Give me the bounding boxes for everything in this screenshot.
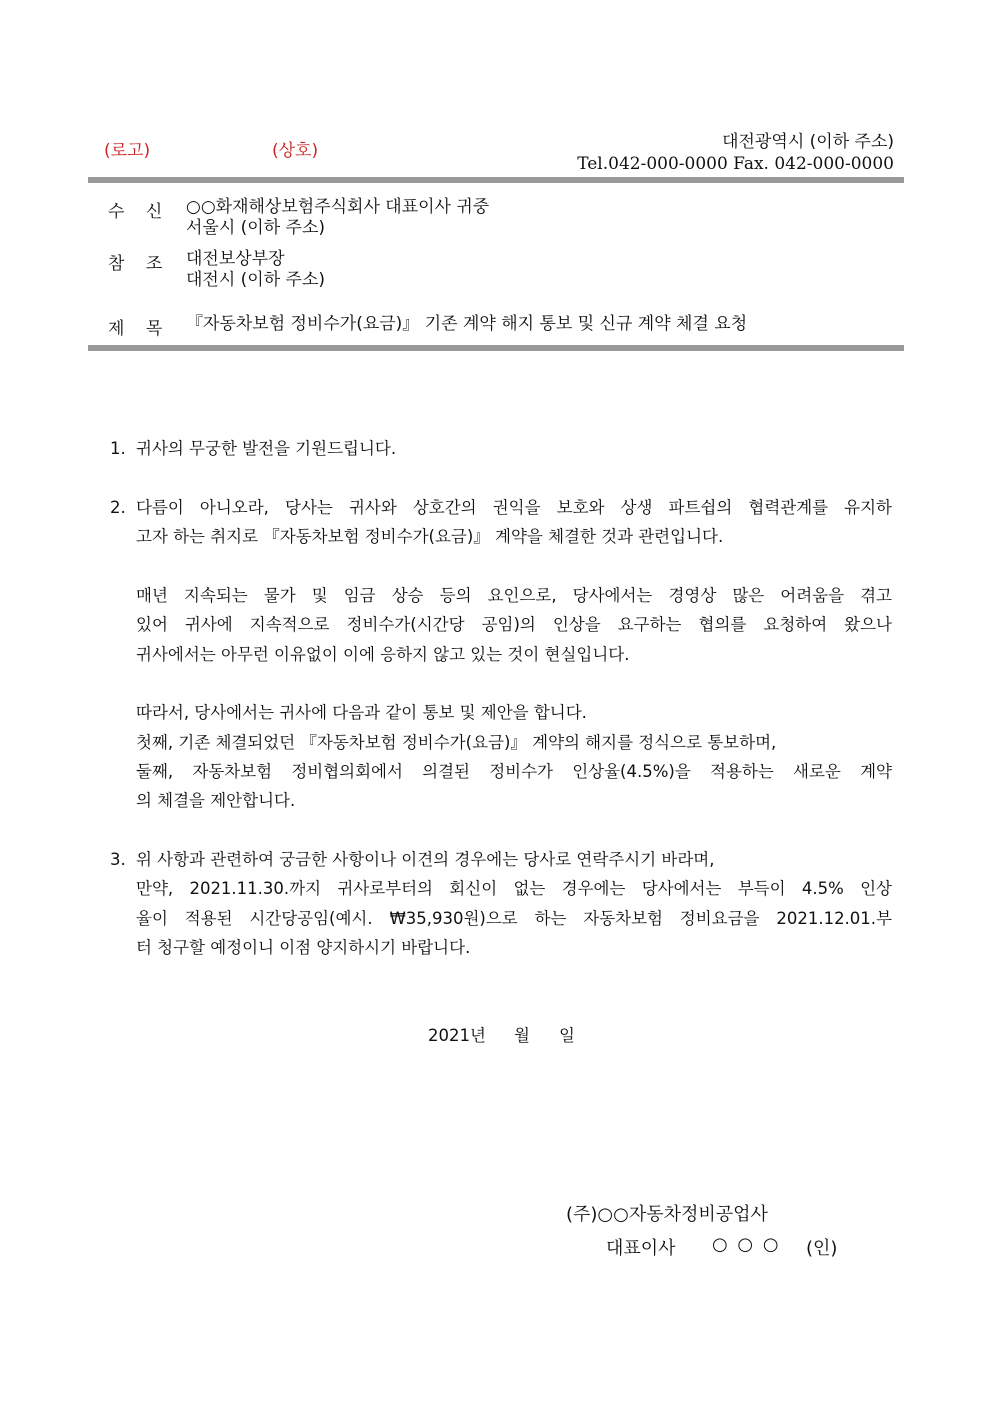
signature-seal: (인) <box>806 1238 838 1259</box>
subject-text: 『자동차보험 정비수가(요금)』 기존 계약 해지 통보 및 신규 계약 체결 요청 <box>186 314 748 334</box>
date-day: 일 <box>559 1026 575 1045</box>
paragraph-2-line-2: 있어 귀사에 지속적으로 정비수가(시간당 공임)의 인상을 요구하는 협의를 요청하여 왔으나 <box>136 615 892 634</box>
logo-placeholder: (로고) <box>104 141 151 161</box>
company-name-placeholder: (상호) <box>272 141 319 161</box>
paragraph-3-line-2: 첫째, 기존 체결되었던 『자동차보험 정비수가(요금)』 계약의 해지를 정식으로 통보하며, <box>136 733 777 752</box>
item-2-number: 2. <box>110 498 126 517</box>
paragraph-3-line-3: 둘째, 자동차보험 정비협의회에서 의결된 정비수가 인상율(4.5%)을 적용하는 새로운 계약 <box>136 762 892 781</box>
letterhead-contact: Tel.042-000-0000 Fax. 042-000-0000 <box>577 154 894 174</box>
item-3-line-2: 만약, 2021.11.30.까지 귀사로부터의 회신이 없는 경우에는 당사에서는 부득이 4.5% 인상 <box>136 879 892 898</box>
item-3-number: 3. <box>110 850 126 869</box>
paragraph-3-line-1: 따라서, 당사에서는 귀사에 다음과 같이 통보 및 제안을 합니다. <box>136 703 587 722</box>
paragraph-2-line-3: 귀사에서는 아무런 이유없이 이에 응하지 않고 있는 것이 현실입니다. <box>136 645 630 664</box>
recipient-address: 서울시 (이하 주소) <box>186 218 326 238</box>
reference-address: 대전시 (이하 주소) <box>186 270 326 290</box>
recipient-name: ○○화재해상보험주식회사 대표이사 귀중 <box>186 197 490 217</box>
paragraph-3-line-4: 의 체결을 제안합니다. <box>136 791 296 810</box>
signature-company: (주)○○자동차정비공업사 <box>566 1204 768 1225</box>
date-year: 2021년 <box>428 1026 486 1045</box>
item-3-line-1: 위 사항과 관련하여 궁금한 사항이나 이견의 경우에는 당사로 연락주시기 바라며, <box>136 850 715 869</box>
item-1-number: 1. <box>110 439 126 458</box>
bottom-divider <box>88 345 904 351</box>
item-1-text: 귀사의 무궁한 발전을 기원드립니다. <box>136 439 397 458</box>
signature-name: ○ ○ ○ <box>712 1234 781 1255</box>
reference-name: 대전보상부장 <box>186 249 285 269</box>
paragraph-2-line-1: 매년 지속되는 물가 및 임금 상승 등의 요인으로, 당사에서는 경영상 많은 어려움을 겪고 <box>136 586 892 605</box>
recipient-label: 수 신 <box>108 202 171 222</box>
item-3-line-4: 터 청구할 예정이니 이점 양지하시기 바랍니다. <box>136 938 471 957</box>
item-2-line-1: 다름이 아니오라, 당사는 귀사와 상호간의 권익을 보호와 상생 파트쉽의 협력관계를 유지하 <box>136 498 892 517</box>
signature-title: 대표이사 <box>606 1238 676 1259</box>
date-month: 월 <box>514 1026 530 1045</box>
top-divider <box>88 177 904 183</box>
item-2-line-2: 고자 하는 취지로 『자동차보험 정비수가(요금)』 계약을 체결한 것과 관련입니다. <box>136 527 724 546</box>
subject-label: 제 목 <box>108 319 171 339</box>
reference-label: 참 조 <box>108 254 171 274</box>
item-3-line-3: 율이 적용된 시간당공임(예시. ₩35,930원)으로 하는 자동차보험 정비요금을 2021.12.01.부 <box>136 909 892 928</box>
letterhead-address: 대전광역시 (이하 주소) <box>722 132 894 152</box>
